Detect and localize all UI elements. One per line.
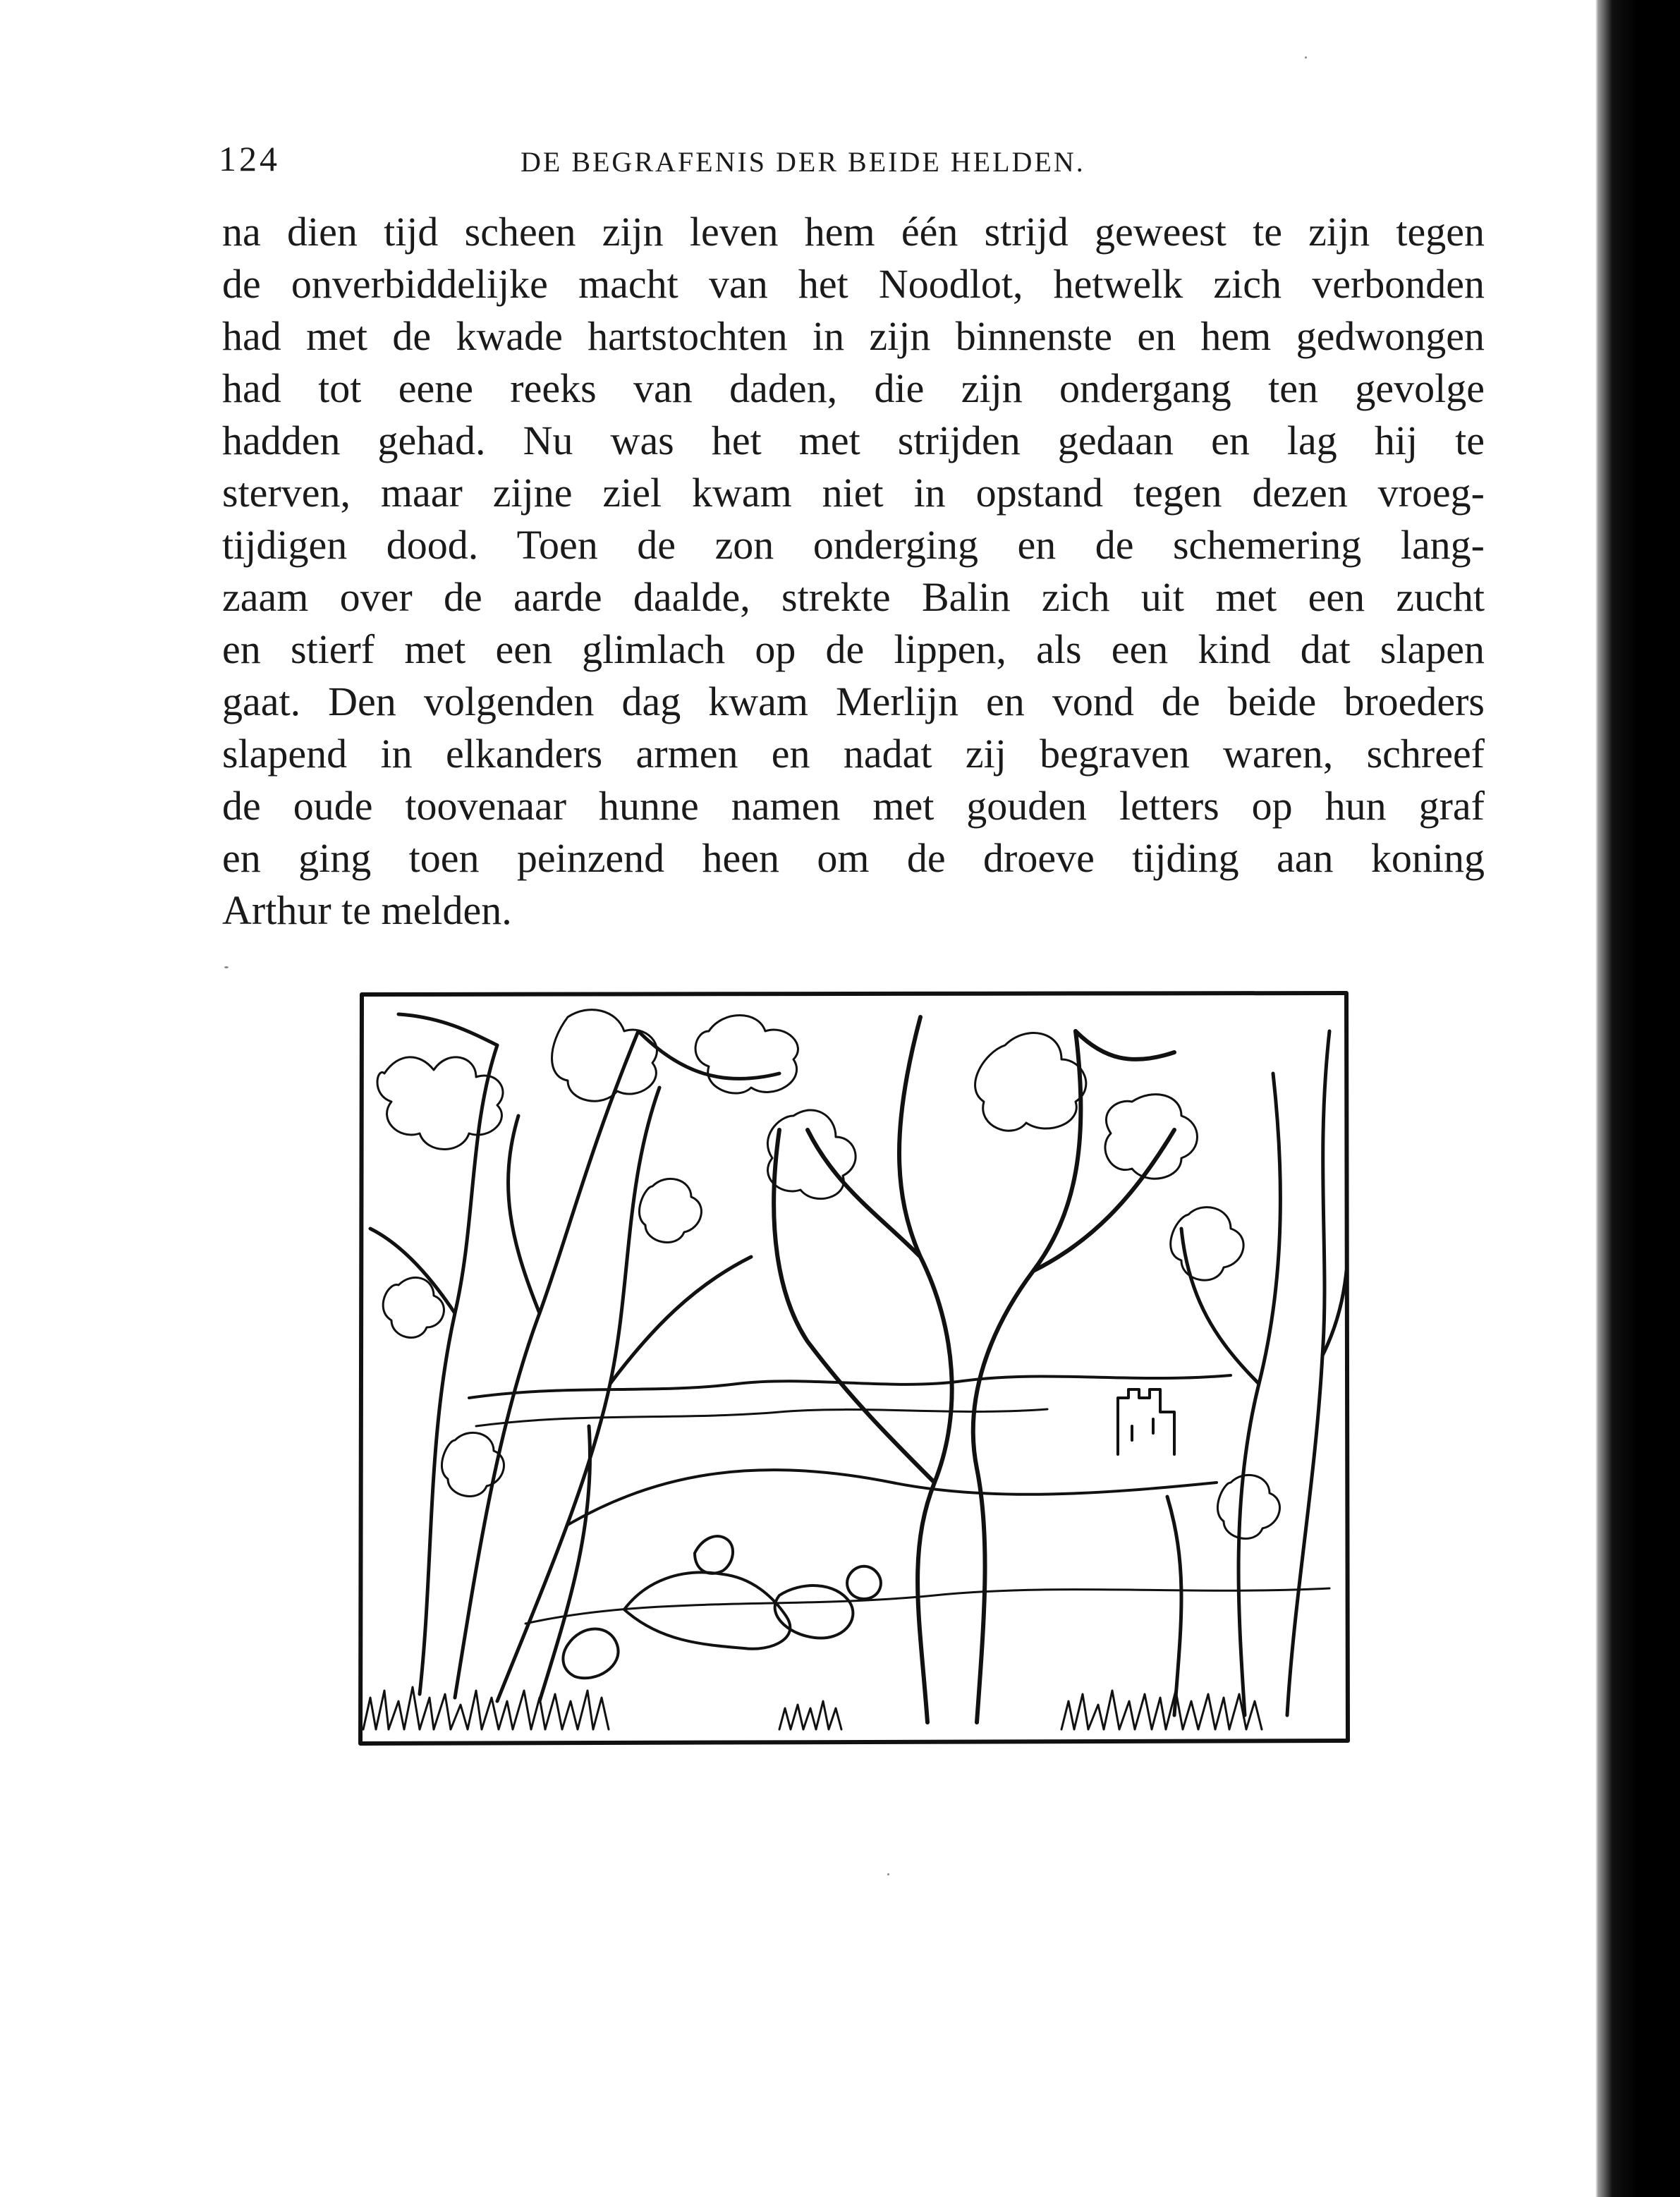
text-line: en ging toen peinzend heen om de droeve tijding aan koning: [222, 835, 1485, 881]
central-tree: [774, 1017, 1174, 1722]
foliage: [377, 1010, 1279, 1539]
text-line: tijdigen dood. Toen de zon onderging en de schemering lang-: [222, 522, 1485, 568]
book-binding-edge: [1595, 0, 1680, 2197]
text-line: Arthur te melden.: [222, 887, 512, 933]
illustration-frame: [360, 993, 1348, 1743]
text-line: na dien tijd scheen zijn leven hem één strijd geweest te zijn tegen: [222, 209, 1485, 255]
running-title: DE BEGRAFENIS DER BEIDE HELDEN.: [521, 146, 1085, 178]
paper-speck: [224, 966, 229, 968]
text-line: had met de kwade hartstochten in zijn binnenste en hem gedwongen: [222, 313, 1485, 359]
left-trees: [370, 1014, 779, 1701]
paper-speck: [887, 1873, 889, 1875]
grass: [363, 1687, 1262, 1729]
body-text: [222, 206, 1485, 937]
page-number: 124: [219, 139, 280, 178]
text-line: gaat. Den volgenden dag kwam Merlijn en vond de beide broeders: [222, 678, 1485, 724]
text-line: sterven, maar zijne ziel kwam niet in opstand tegen dezen vroeg-: [222, 470, 1485, 516]
text-line: de onverbiddelijke macht van het Noodlot, hetwelk zich verbonden: [222, 261, 1485, 307]
text-line: zaam over de aarde daalde, strekte Balin zich uit met een zucht: [222, 574, 1485, 620]
meadow-slope: [568, 1470, 1217, 1525]
right-trees: [1167, 1031, 1346, 1715]
paper-speck: [1305, 56, 1307, 59]
castle-ruin-icon: [1118, 1389, 1174, 1454]
text-line: en stierf met een glimlach op de lippen, als een kind dat slapen: [222, 626, 1485, 672]
text-line: de oude toovenaar hunne namen met gouden letters op hun graf: [222, 783, 1485, 829]
text-line: slapend in elkanders armen en nadat zij begraven waren, schreef: [222, 731, 1485, 777]
text-line: had tot eene reeks van daden, die zijn ondergang ten gevolge: [222, 365, 1485, 411]
resting-figures: [563, 1536, 880, 1678]
text-line: hadden gehad. Nu was het met strijden gedaan en lag hij te: [222, 418, 1485, 463]
woodland-illustration: [356, 989, 1351, 1747]
